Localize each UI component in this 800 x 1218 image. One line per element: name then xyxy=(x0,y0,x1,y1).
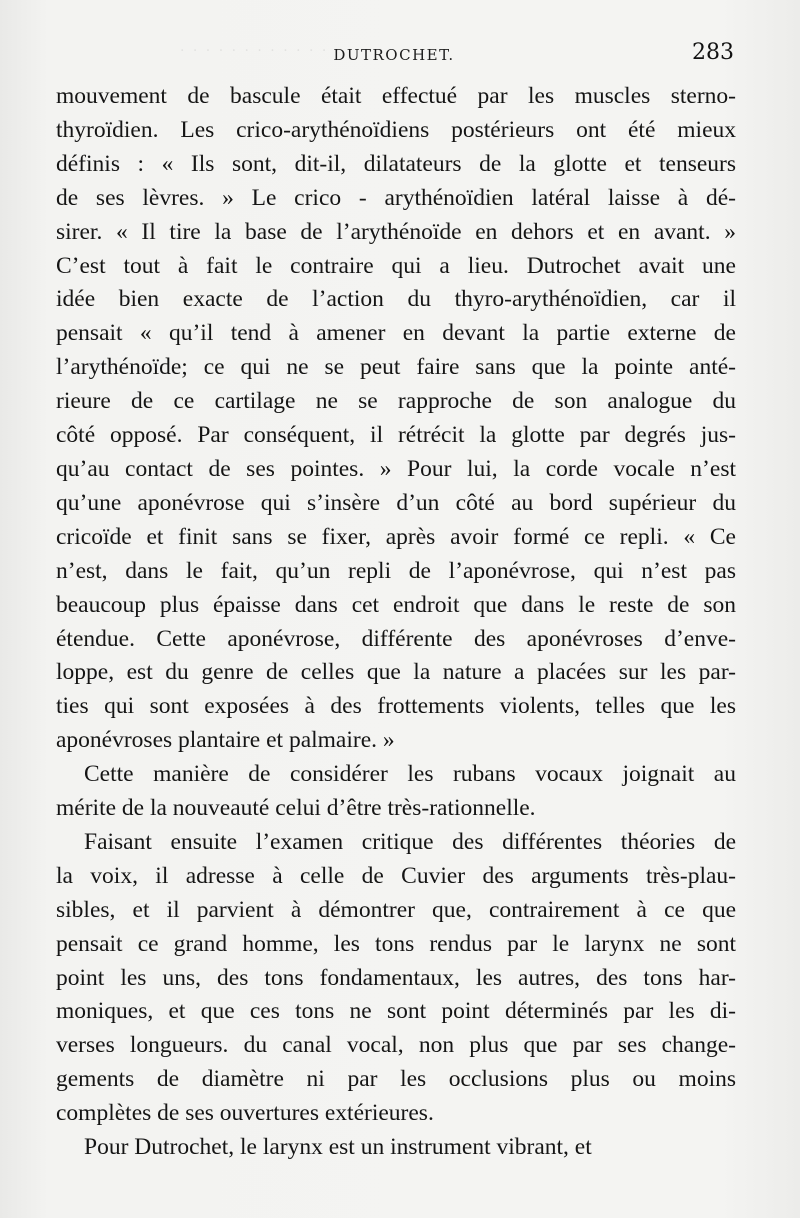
text-line: gements de diamètre ni par les occlusions plus ou moins xyxy=(56,1066,736,1093)
running-head: DUTROCHET. xyxy=(333,46,455,64)
page-number: 283 xyxy=(692,40,734,65)
paragraph xyxy=(56,758,736,826)
text-line: sibles, et il parvient à démontrer que, contrairement à ce que xyxy=(56,896,736,923)
text-line: C’est tout à fait le contraire qui a lieu. Dutrochet avait une xyxy=(56,252,736,279)
text-line: cricoïde et finit sans se fixer, après avoir formé ce repli. « Ce xyxy=(56,523,736,550)
bleed-through-text: · · · · · · · · · · · · · xyxy=(180,43,342,59)
body-text xyxy=(56,80,736,1165)
text-line: de ses lèvres. » Le crico - arythénoïdien latéral laisse à dé- xyxy=(56,184,736,211)
text-line: définis : « Ils sont, dit-il, dilatateurs de la glotte et tenseurs xyxy=(56,150,736,177)
text-line: l’arythénoïde; ce qui ne se peut faire sans que la pointe anté- xyxy=(56,354,736,381)
text-line: point les uns, des tons fondamentaux, les autres, des tons har- xyxy=(56,964,736,991)
text-line: qu’au contact de ses pointes. » Pour lui, la corde vocale n’est xyxy=(56,455,736,482)
text-line: qu’une aponévrose qui s’insère d’un côté au bord supérieur du xyxy=(56,489,736,516)
text-line: moniques, et que ces tons ne sont point déterminés par les di- xyxy=(56,998,736,1025)
text-line: loppe, est du genre de celles que la nature a placées sur les par- xyxy=(56,659,736,686)
text-line: aponévroses plantaire et palmaire. » xyxy=(56,727,395,754)
paragraph xyxy=(56,826,736,1131)
text-line: verses longueurs. du canal vocal, non plus que par ses change- xyxy=(56,1032,736,1059)
text-line: mérite de la nouveauté celui d’être très-rationnelle. xyxy=(56,795,536,822)
page-header xyxy=(54,40,734,72)
text-line: Cette manière de considérer les rubans vocaux joignait au xyxy=(84,761,736,788)
text-line: la voix, il adresse à celle de Cuvier des arguments très-plau- xyxy=(56,862,736,889)
text-line: pensait ce grand homme, les tons rendus par le larynx ne sont xyxy=(56,930,736,957)
text-line: pensait « qu’il tend à amener en devant la partie externe de xyxy=(56,320,736,347)
text-line: n’est, dans le fait, qu’un repli de l’aponévrose, qui n’est pas xyxy=(56,557,736,584)
paragraph xyxy=(56,80,736,758)
text-line: sirer. « Il tire la base de l’arythénoïde en dehors et en avant. » xyxy=(56,218,736,245)
text-line: étendue. Cette aponévrose, différente des aponévroses d’enve- xyxy=(56,625,736,652)
paragraph xyxy=(56,1131,736,1165)
text-line: rieure de ce cartilage ne se rapproche de son analogue du xyxy=(56,388,736,415)
text-line: Pour Dutrochet, le larynx est un instrument vibrant, et xyxy=(84,1134,592,1161)
text-line: Faisant ensuite l’examen critique des différentes théories de xyxy=(84,828,736,855)
text-line: ties qui sont exposées à des frottements violents, telles que les xyxy=(56,693,736,720)
text-line: beaucoup plus épaisse dans cet endroit que dans le reste de son xyxy=(56,591,736,618)
text-line: côté opposé. Par conséquent, il rétrécit la glotte par degrés jus- xyxy=(56,422,736,449)
text-line: thyroïdien. Les crico-arythénoïdiens postérieurs ont été mieux xyxy=(56,116,736,143)
text-line: complètes de ses ouvertures extérieures. xyxy=(56,1100,434,1127)
text-line: mouvement de bascule était effectué par les muscles sterno- xyxy=(56,83,736,109)
text-line: idée bien exacte de l’action du thyro-arythénoïdien, car il xyxy=(56,286,736,313)
